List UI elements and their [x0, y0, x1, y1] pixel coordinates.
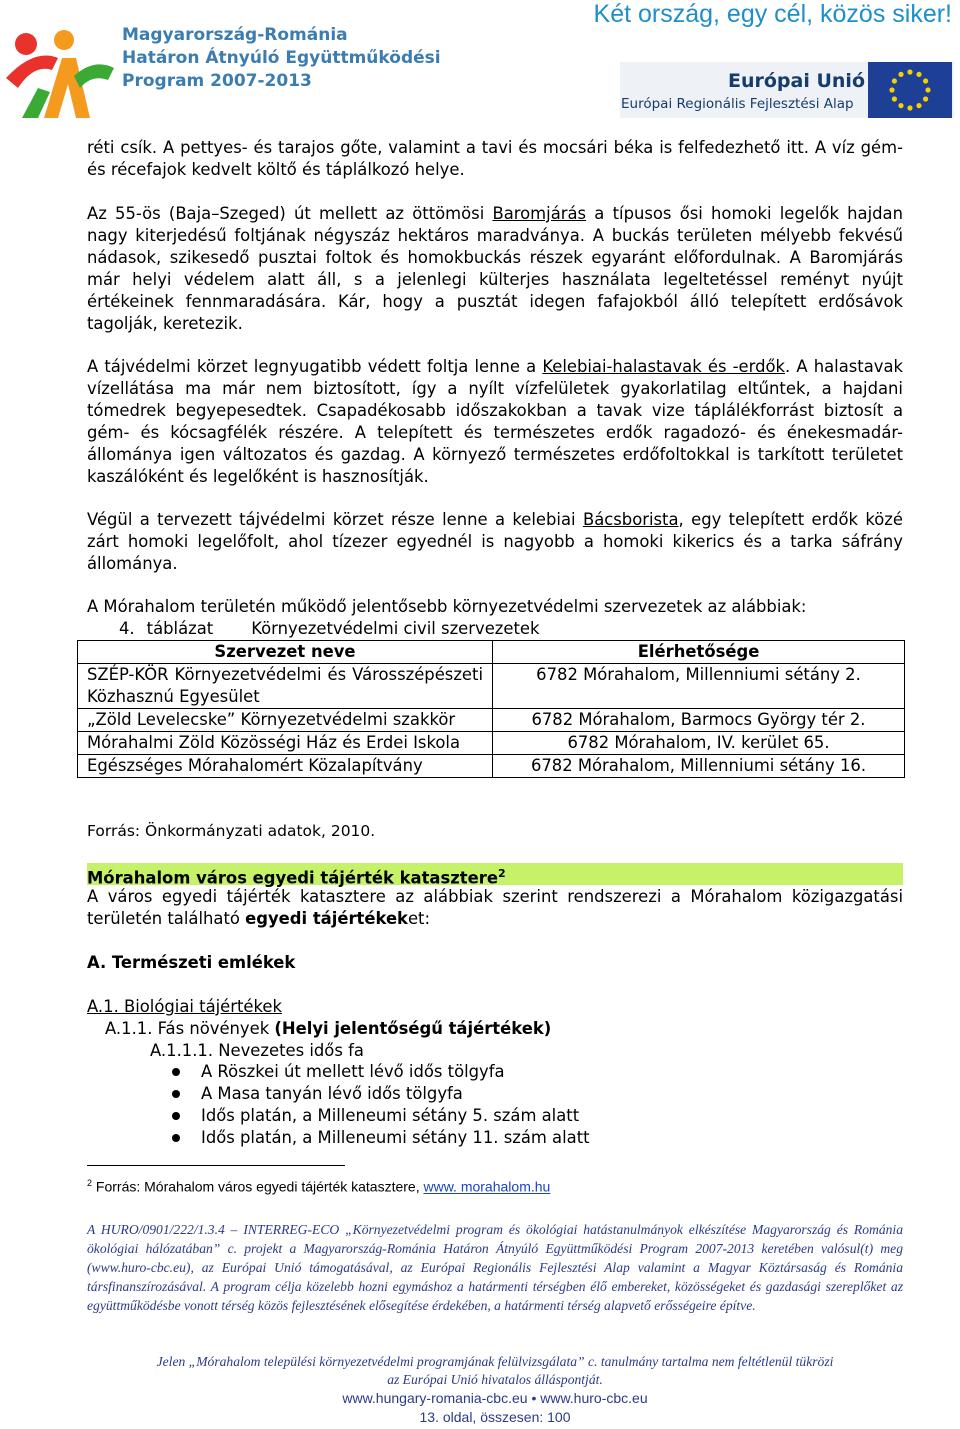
table-row [78, 755, 905, 778]
table-header-row [78, 641, 905, 664]
list-item: A Masa tanyán lévő idős tölgyfa [201, 1084, 463, 1103]
kelebiai-halastavak-link[interactable]: Kelebiai-halastavak és -erdők [542, 357, 785, 376]
p3-text-a: A tájvédelmi körzet legnyugatibb védett foltja lenne a [87, 357, 543, 376]
paragraph-5: A Mórahalom területén működő jelentősebb környezetvédelmi szervezetek az alábbiak: [87, 597, 807, 616]
program-logo-text [122, 24, 441, 93]
table-row [78, 709, 905, 732]
column-header-name: Szervezet neve [78, 641, 493, 664]
footer-project-text: A HURO/0901/222/1.3.4 – INTERREG-ECO „Környezetvédelmi program és ökológiai hatástanulmányok elkészítése Magyarország és Románia ökológiai hálózatában” c. projekt a Magyarország-Románia Határon Átnyúló Együttműködési Program 2007-2013 keretében valósul(t) meg (www.huro-cbc.eu), az Európai Unió támogatásával, az Európai Regionális Fejlesztési Alap valamint a Magyar Köztársaság és Románia társfinanszírozásával. A program célja közelebb hozni egymáshoz a határmenti térségben élő embereket, közösségeket és gazdasági szereplőket az együttműködésbe vonott térség közös fejlesztésének elősegítése érdekében, a határmenti térség alapvető erősségeire építve. [87, 1222, 903, 1313]
heading-a11-bold: (Helyi jelentőségű tájértékek) [274, 1019, 552, 1038]
program-line-2: Határon Átnyúló Együttműködési [122, 48, 441, 68]
paragraph-3 [87, 356, 903, 488]
paragraph-1: réti csík. A pettyes- és tarajos gőte, valamint a tavi és mocsári béka is felfedezhető itt. A víz gém- és récefajok kedvelt költő és táplálkozó helye. [87, 138, 903, 179]
header-slogan: Két ország, egy cél, közös siker! [593, 0, 952, 28]
footer-disclaimer-2: az Európai Unió hivatalos álláspontját. [387, 1372, 603, 1387]
org-name: Mórahalmi Zöld Közösségi Ház és Erdei Iskola [78, 732, 493, 755]
heading-a11-text: A.1.1. Fás növények [105, 1019, 275, 1038]
org-address: 6782 Mórahalom, IV. kerület 65. [493, 732, 905, 755]
list-item: Idős platán, a Milleneumi sétány 5. szám alatt [201, 1106, 580, 1125]
bacsborista-link[interactable]: Bácsborista [582, 510, 679, 529]
table-caption [119, 618, 539, 640]
program-logo-icon [4, 18, 116, 118]
section-intro [87, 886, 903, 930]
table-row [78, 732, 905, 755]
list-item: A Röszkei út mellett lévő idős tölgyfa [201, 1062, 505, 1081]
list-item: Idős platán, a Milleneumi sétány 11. szám alatt [201, 1128, 590, 1147]
p2-text-a: Az 55-ös (Baja–Szeged) út mellett az öttömösi [87, 204, 493, 223]
program-line-3: Program 2007-2013 [122, 71, 312, 91]
table-row [78, 664, 905, 709]
page-number: 13. oldal, összesen: 100 [419, 1409, 571, 1425]
paragraph-4 [87, 509, 903, 575]
section-heading-text: Mórahalom város egyedi tájérték katasztere [87, 868, 498, 888]
paragraph-2 [87, 203, 903, 335]
p4-text-a: Végül a tervezett tájvédelmi körzet része lenne a kelebiai [87, 510, 583, 529]
heading-a11 [105, 1018, 551, 1040]
org-name: SZÉP-KÖR Környezetvédelmi és Városszépészeti Közhasznú Egyesület [78, 664, 493, 709]
footer-websites[interactable]: www.hungary-romania-cbc.eu • www.huro-cbc.eu [342, 1390, 648, 1406]
intro-text-b: et: [407, 909, 431, 928]
eu-subtitle: Európai Regionális Fejlesztési Alap [621, 96, 854, 112]
org-address: 6782 Mórahalom, Barmocs György tér 2. [493, 709, 905, 732]
baromjaras-link[interactable]: Baromjárás [492, 204, 587, 223]
footnote [87, 1178, 550, 1195]
bullet-icon [172, 1112, 180, 1120]
table-source: Forrás: Önkormányzati adatok, 2010. [87, 822, 376, 840]
intro-text-a: A város egyedi tájérték katasztere az alábbiak szerint rendszerezi a Mórahalom közigazgatási területén található [87, 887, 903, 928]
p4-text-b: , egy telepített erdők közé zárt homoki legelőfolt, ahol tízezer egyednél is nagyobb a homoki kikerics és a tarka sáfrány állománya. [87, 510, 903, 573]
org-name: „Zöld Levelecske” Környezetvédelmi szakkör [78, 709, 493, 732]
heading-a1: A.1. Biológiai tájértékek [87, 997, 282, 1016]
organizations-table [77, 640, 905, 778]
heading-a111: A.1.1.1. Nevezetes idős fa [150, 1041, 364, 1060]
footnote-link[interactable]: www. morahalom.hu [423, 1178, 551, 1195]
footnote-ref[interactable]: 2 [497, 867, 506, 880]
footnote-text: Forrás: Mórahalom város egyedi tájérték katasztere, [95, 1178, 424, 1195]
heading-a: A. Természeti emlékek [87, 953, 296, 972]
column-header-contact: Elérhetősége [493, 641, 905, 664]
footnote-number: 2 [87, 1178, 93, 1188]
bullet-icon [172, 1134, 180, 1142]
bullet-icon [172, 1068, 180, 1076]
org-address: 6782 Mórahalom, Millenniumi sétány 2. [493, 664, 905, 709]
p2-text-b: a típusos ősi homoki legelők hajdan nagy kiterjedésű foltjának négyszáz hektáros maradványa. A buckás területen mélyebb fekvésű nádasok, szikesedő pusztai foltok és homokbuckás részek egyaránt előfordulnak. A Baromjárás már helyi védelem alatt áll, s a jelenlegi külterjes használata legeltetéssel reményt nyújt értékeinek fennmaradására. Kár, hogy a pusztát idegen fafajokból álló telepített erdősávok tagolják, keretezik. [87, 204, 903, 333]
eu-title: Európai Unió [728, 70, 865, 92]
table-caption-title: Környezetvédelmi civil szervezetek [251, 619, 540, 638]
footer-disclaimer-1: Jelen „Mórahalom települési környezetvédelmi programjának felülvizsgálata” c. tanulmány tartalma nem feltétlenül tükrözi [156, 1354, 834, 1369]
footnote-divider [87, 1165, 345, 1166]
org-name: Egészséges Mórahalomért Közalapítvány [78, 755, 493, 778]
program-line-1: Magyarország-Románia [122, 25, 348, 45]
bullet-icon [172, 1090, 180, 1098]
table-caption-label: táblázat [146, 619, 214, 638]
p3-text-b: . A halastavak vízellátása ma már nem biztosított, így a nyílt vízfelületek gyakorlatilag eltűntek, a hajdani tómedrek begyepesedtek. Csapadékosabb időszakokban a tavak vize táplálékforrást biztosít a gém- és kócsagfélék részére. A telepített és természetes erdők ragadozó- és énekesmadár-állománya igen változatos és gazdag. A környező természetes erdőfoltokkal is tarkított területet kaszálóként és legelőként is hasznosítják. [87, 357, 903, 486]
intro-bold: egyedi tájértékek [245, 909, 408, 928]
table-caption-number: 4. [119, 619, 135, 638]
org-address: 6782 Mórahalom, Millenniumi sétány 16. [493, 755, 905, 778]
